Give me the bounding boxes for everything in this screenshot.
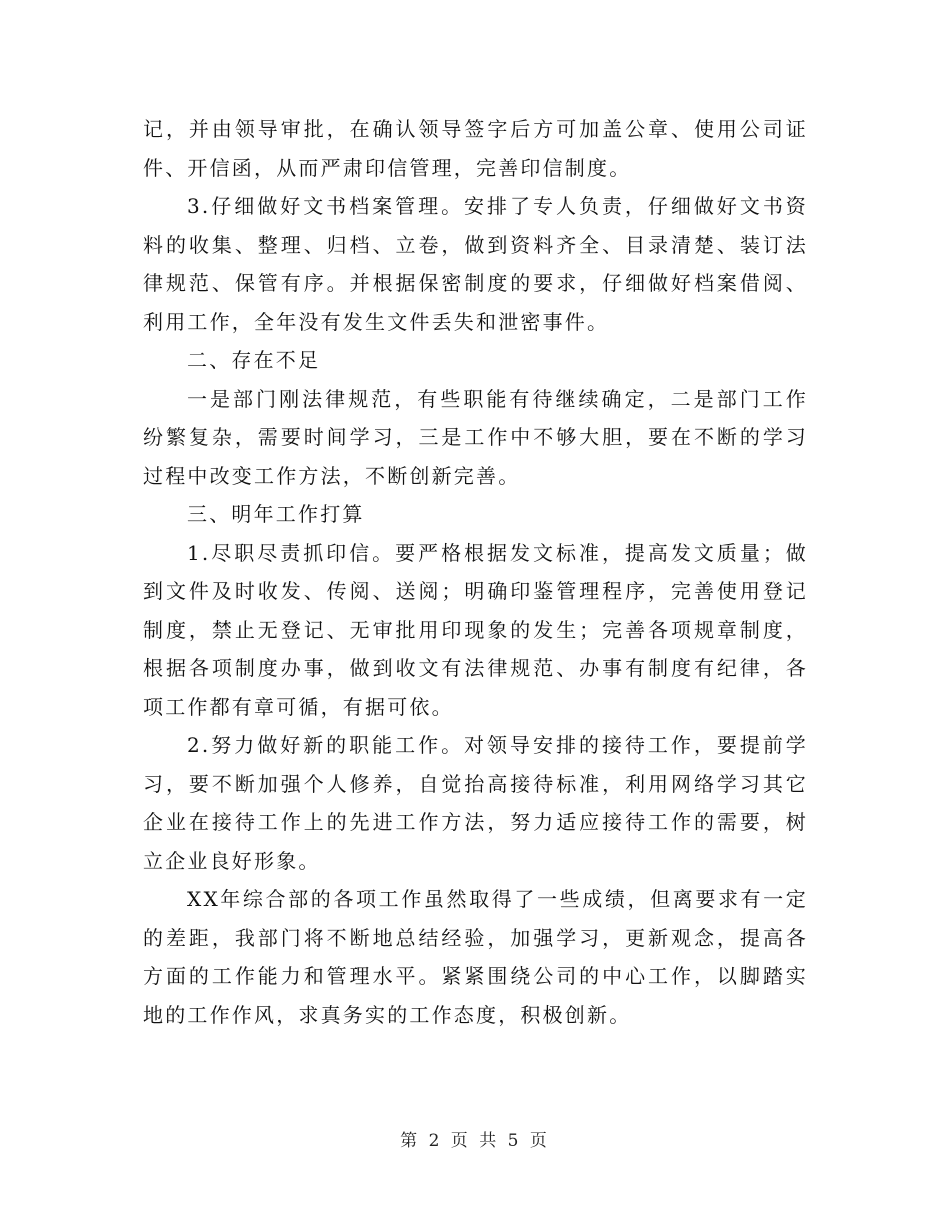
section-heading-next-year-plan: 三、明年工作打算 [187, 502, 365, 526]
paragraph-conclusion: XX年综合部的各项工作虽然取得了一些成绩，但离要求有一定的差距，我部门将不断地总结经验，加强学习，更新观念，提高各方面的工作能力和管理水平。紧紧围绕公司的中心工作，以脚踏实地的工作作风，求真务实的工作态度，积极创新。 [143, 887, 808, 1027]
paragraph-plan-item-2: 2.努力做好新的职能工作。对领导安排的接待工作，要提前学习，要不断加强个人修养，自觉抬高接待标准，利用网络学习其它企业在接待工作上的先进工作方法，努力适应接待工作的需要，树立企业良好形象。 [143, 733, 808, 873]
paragraph-item-3: 3.仔细做好文书档案管理。安排了专人负责，仔细做好文书资料的收集、整理、归档、立卷，做到资料齐全、目录清楚、装订法律规范、保管有序。并根据保密制度的要求，仔细做好档案借阅、利用工作，全年没有发生文件丢失和泄密事件。 [143, 194, 808, 334]
paragraph-continuation: 记，并由领导审批，在确认领导签字后方可加盖公章、使用公司证件、开信函，从而严肃印信管理，完善印信制度。 [143, 117, 808, 180]
page-number-footer: 第 2 页 共 5 页 [400, 1131, 550, 1151]
paragraph-shortcomings: 一是部门刚法律规范，有些职能有待继续确定，二是部门工作纷繁复杂，需要时间学习，三是工作中不够大胆，要在不断的学习过程中改变工作方法，不断创新完善。 [143, 386, 808, 488]
paragraph-plan-item-1: 1.尽职尽责抓印信。要严格根据发文标准，提高发文质量；做到文件及时收发、传阅、送阅；明确印鉴管理程序，完善使用登记制度，禁止无登记、无审批用印现象的发生；完善各项规章制度，根据各项制度办事，做到收文有法律规范、办事有制度有纪律，各项工作都有章可循，有据可依。 [143, 540, 808, 719]
section-heading-shortcomings: 二、存在不足 [187, 348, 321, 372]
document-body [143, 110, 808, 1034]
